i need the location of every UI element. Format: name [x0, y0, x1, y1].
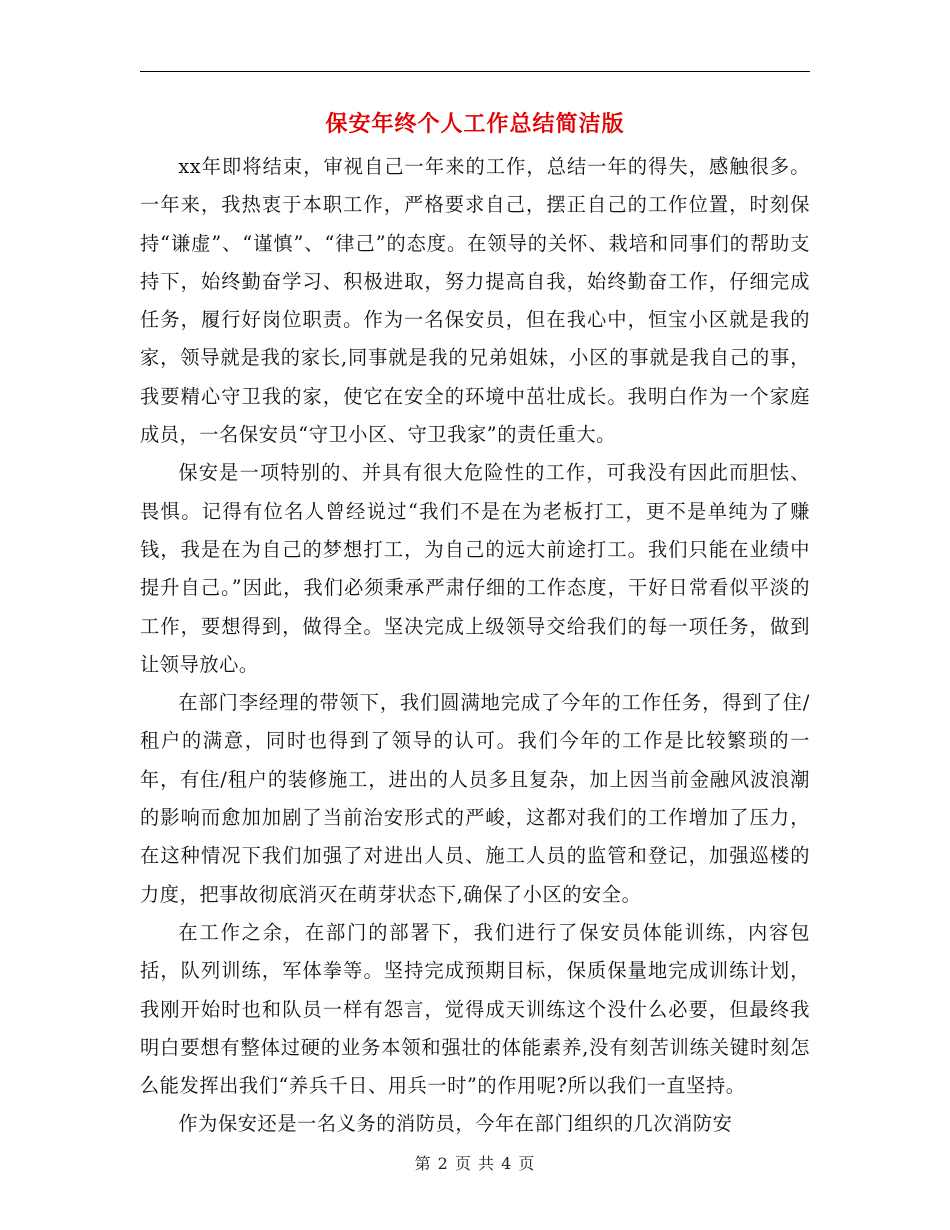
paragraph-3: 在部门李经理的带领下，我们圆满地完成了今年的工作任务，得到了住/租户的满意，同时也得到了领导的认可。我们今年的工作是比较繁琐的一年，有住/租户的装修施工，进出的人员多且复杂，加上因当前金融风波浪潮的影响而愈加加剧了当前治安形式的严峻，这都对我们的工作增加了压力，在这种情况下我们加强了对进出人员、施工人员的监管和登记，加强巡楼的力度，把事故彻底消灭在萌芽状态下,确保了小区的安全。: [140, 691, 810, 906]
paragraph-2: 保安是一项特别的、并具有很大危险性的工作，可我没有因此而胆怯、畏惧。记得有位名人曾经说过“我们不是在为老板打工，更不是单纯为了赚钱，我是在为自己的梦想打工，为自己的远大前途打工。我们只能在业绩中提升自己。”因此，我们必须秉承严肃仔细的工作态度，干好日常看似平淡的工作，要想得到，做得全。坚决完成上级领导交给我们的每一项任务，做到让领导放心。: [140, 461, 810, 676]
document-body: [140, 148, 810, 1144]
header-rule: [140, 71, 810, 72]
page-footer: 第 2 页 共 4 页: [414, 1154, 536, 1173]
paragraph-1: xx年即将结束，审视自己一年来的工作，总结一年的得失，感触很多。一年来，我热衷于本职工作，严格要求自己，摆正自己的工作位置，时刻保持“谦虚”、“谨慎”、“律己”的态度。在领导的关怀、栽培和同事们的帮助支持下，始终勤奋学习、积极进取，努力提高自我，始终勤奋工作，仔细完成任务，履行好岗位职责。作为一名保安员，但在我心中，恒宝小区就是我的家，领导就是我的家长,同事就是我的兄弟姐妹，小区的事就是我自己的事，我要精心守卫我的家，使它在安全的环境中茁壮成长。我明白作为一个家庭成员，一名保安员“守卫小区、守卫我家”的责任重大。: [140, 155, 810, 447]
paragraph-4: 在工作之余，在部门的部署下，我们进行了保安员体能训练，内容包括，队列训练，军体拳等。坚持完成预期目标，保质保量地完成训练计划，我刚开始时也和队员一样有怨言，觉得成天训练这个没什么必要，但最终我明白要想有整体过硬的业务本领和强壮的体能素养,没有刻苦训练关键时刻怎么能发挥出我们“养兵千日、用兵一时”的作用呢?所以我们一直坚持。: [140, 920, 810, 1098]
paragraph-5: 作为保安还是一名义务的消防员，今年在部门组织的几次消防安: [178, 1112, 733, 1136]
document-title: 保安年终个人工作总结简洁版: [325, 112, 625, 137]
